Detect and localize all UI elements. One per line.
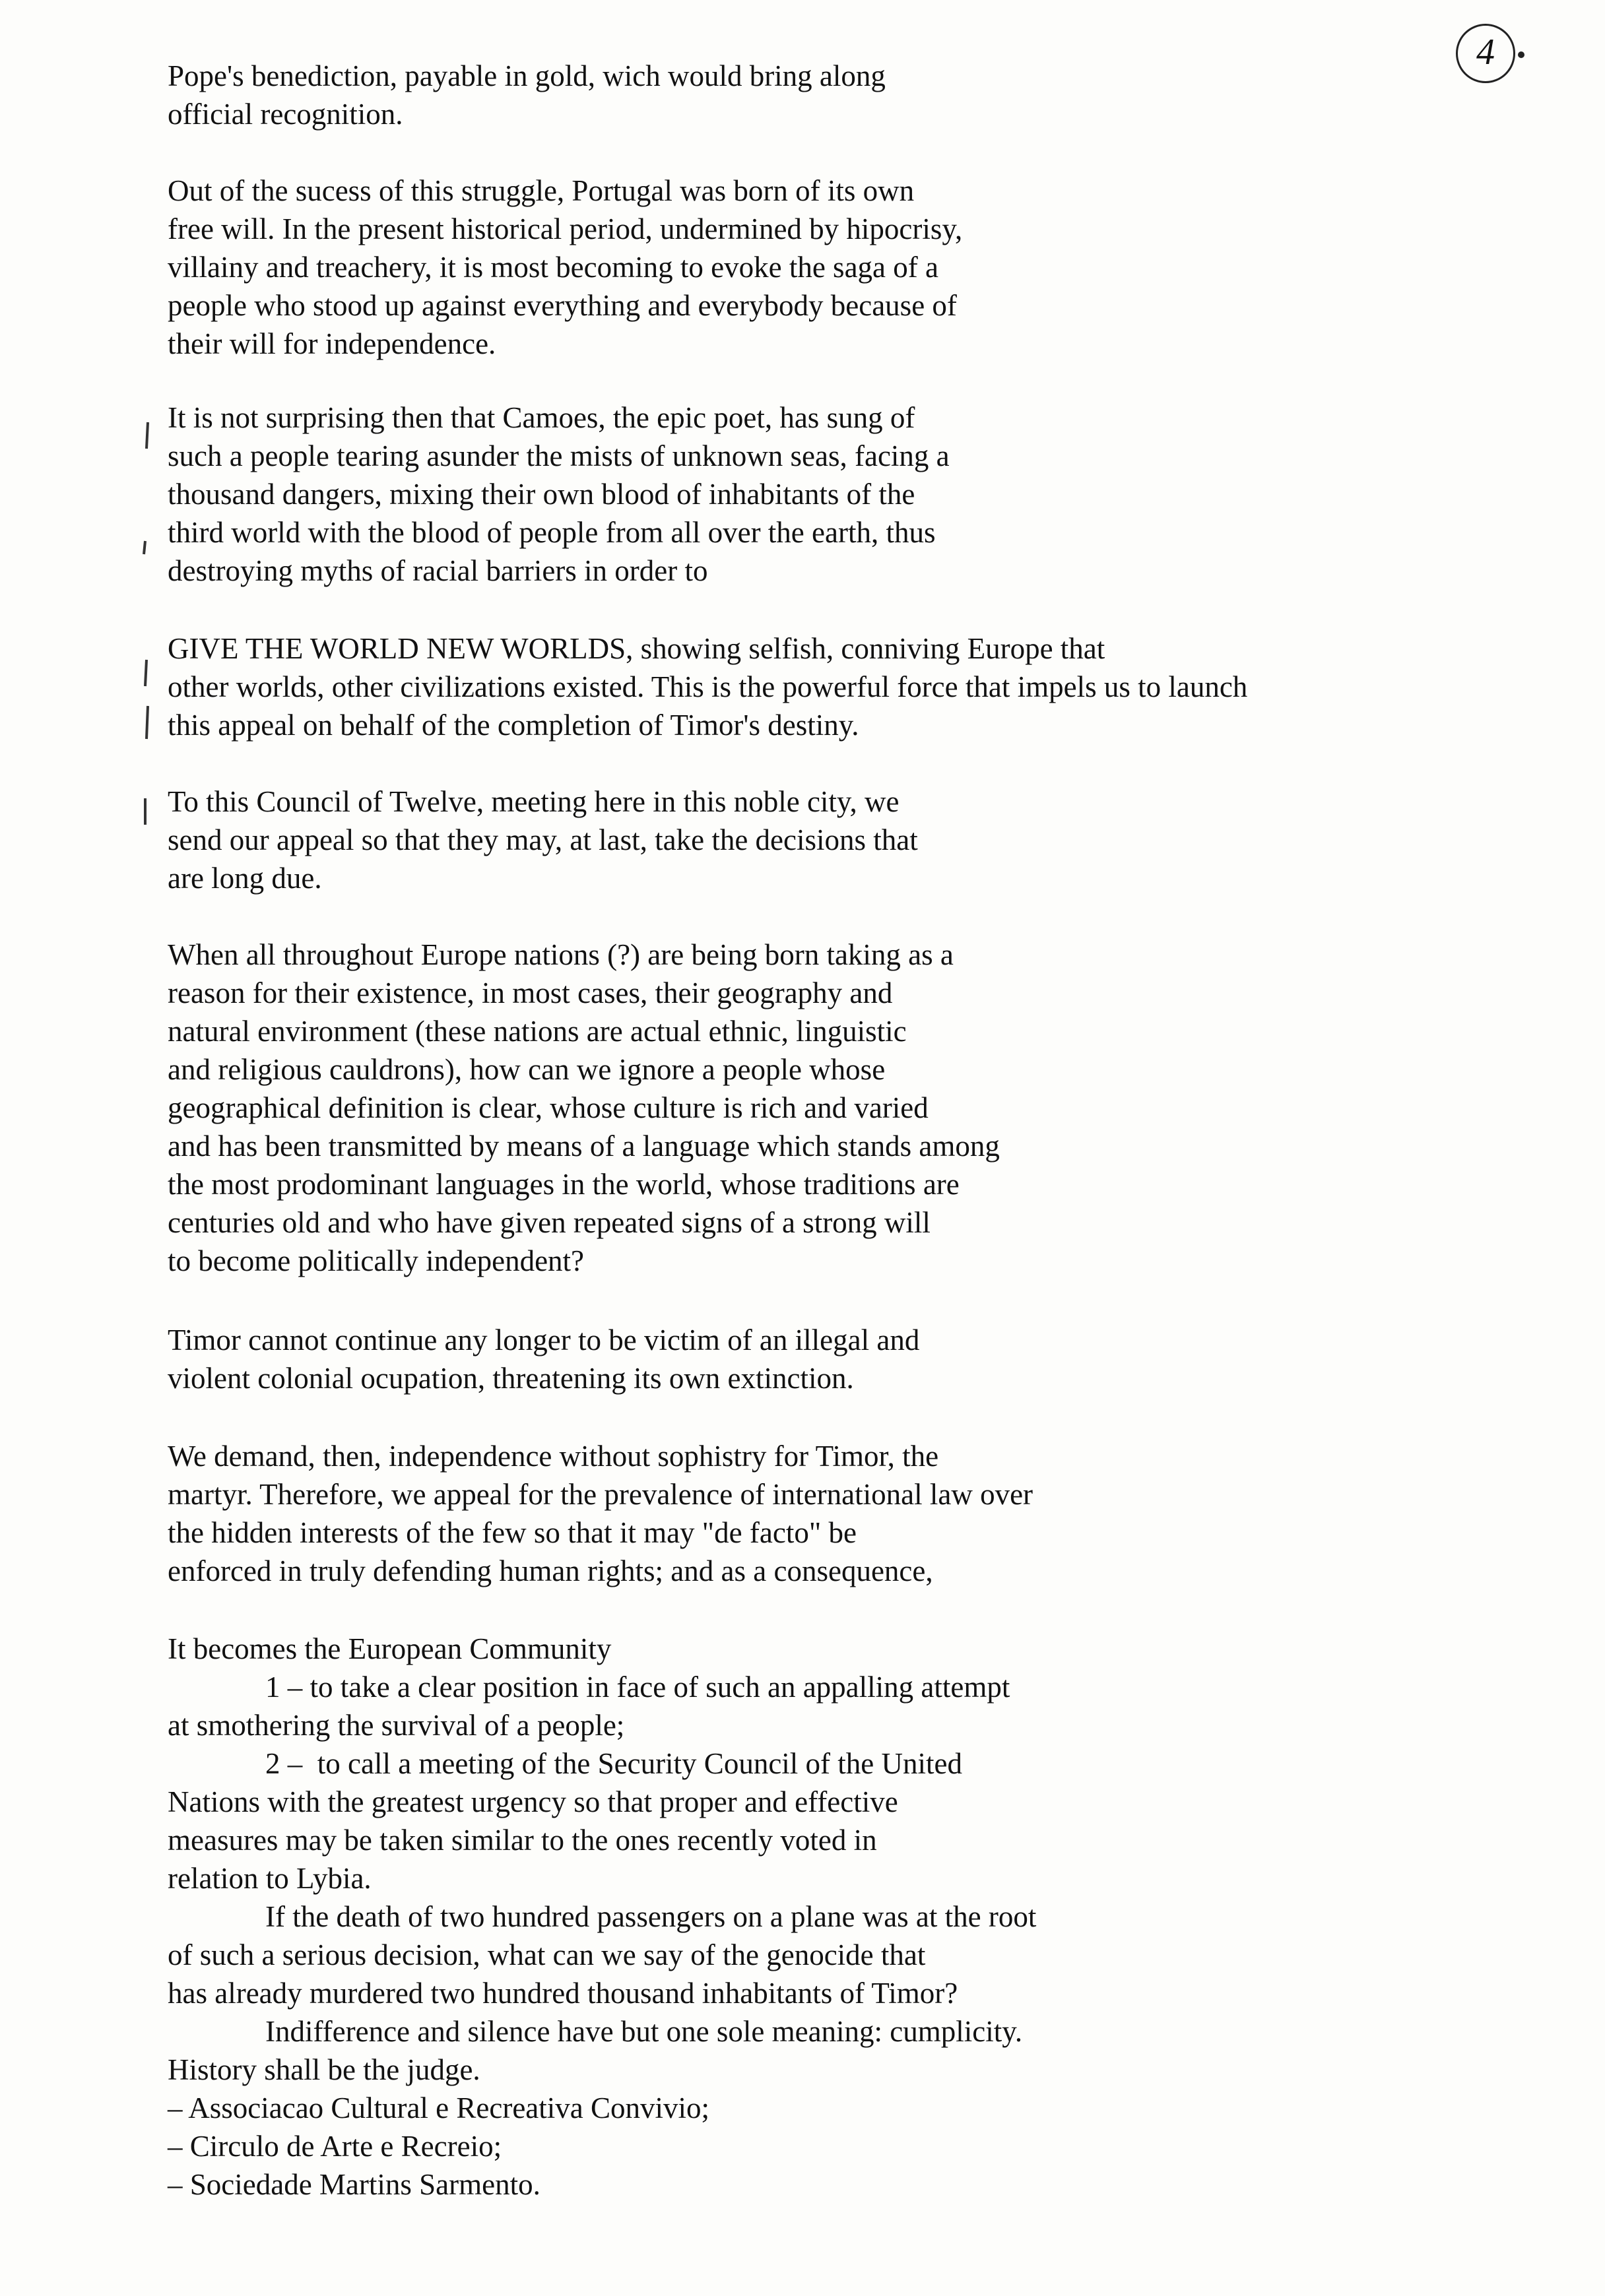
text-line: reason for their existence, in most cases, their geography and bbox=[168, 976, 893, 1009]
text-line: Out of the sucess of this struggle, Portugal was born of its own bbox=[168, 174, 915, 207]
text-line: To this Council of Twelve, meeting here in this noble city, we bbox=[168, 785, 900, 818]
text-line: are long due. bbox=[168, 862, 322, 895]
margin-binding-marks bbox=[129, 290, 156, 884]
text-line: geographical definition is clear, whose culture is rich and varied bbox=[168, 1091, 929, 1124]
text-line: enforced in truly defending human rights; and as a consequence, bbox=[168, 1554, 933, 1587]
text-line: and has been transmitted by means of a language which stands among bbox=[168, 1130, 1000, 1163]
paragraph bbox=[168, 1630, 1488, 1668]
text-line: 1 – to take a clear position in face of such an appalling attempt bbox=[265, 1671, 1010, 1704]
text-line: their will for independence. bbox=[168, 327, 496, 360]
text-line: the hidden interests of the few so that it may "de facto" be bbox=[168, 1516, 857, 1549]
text-line: centuries old and who have given repeated signs of a strong will bbox=[168, 1206, 931, 1239]
text-line: other worlds, other civilizations existed. This is the powerful force that impels us to launch bbox=[168, 670, 1248, 703]
paragraph bbox=[168, 1744, 1488, 1783]
paragraph bbox=[168, 1936, 1488, 2012]
text-line: has already murdered two hundred thousand inhabitants of Timor? bbox=[168, 1977, 958, 2010]
paragraph bbox=[168, 936, 1488, 1280]
text-line: thousand dangers, mixing their own blood of inhabitants of the bbox=[168, 478, 915, 511]
text-line: villainy and treachery, it is most becoming to evoke the saga of a bbox=[168, 251, 938, 284]
text-line: We demand, then, independence without sophistry for Timor, the bbox=[168, 1440, 939, 1473]
text-line: send our appeal so that they may, at last, take the decisions that bbox=[168, 823, 918, 856]
text-line: martyr. Therefore, we appeal for the prevalence of international law over bbox=[168, 1478, 1033, 1511]
text-line: and religious cauldrons), how can we ignore a people whose bbox=[168, 1053, 886, 1086]
paragraph bbox=[168, 399, 1488, 590]
text-line: – Sociedade Martins Sarmento. bbox=[168, 2168, 540, 2201]
text-line: History shall be the judge. bbox=[168, 2053, 480, 2086]
text-line: relation to Lybia. bbox=[168, 1862, 372, 1895]
text-line: the most prodominant languages in the world, whose traditions are bbox=[168, 1168, 960, 1201]
paragraph bbox=[168, 1321, 1488, 1397]
paragraph bbox=[168, 782, 1488, 897]
paragraph bbox=[168, 2012, 1488, 2051]
text-line: natural environment (these nations are actual ethnic, linguistic bbox=[168, 1015, 907, 1048]
text-line: destroying myths of racial barriers in order to bbox=[168, 554, 708, 587]
text-line: such a people tearing asunder the mists of unknown seas, facing a bbox=[168, 439, 950, 472]
text-line: Indifference and silence have but one sole meaning: cumplicity. bbox=[265, 2015, 1023, 2048]
page-number: 4 bbox=[1456, 24, 1515, 83]
text-line: 2 – to call a meeting of the Security Council of the United bbox=[265, 1747, 962, 1780]
text-line: violent colonial ocupation, threatening its own extinction. bbox=[168, 1362, 854, 1395]
text-line: of such a serious decision, what can we say of the genocide that bbox=[168, 1938, 926, 1971]
text-line: free will. In the present historical period, undermined by hipocrisy, bbox=[168, 212, 963, 245]
paragraph bbox=[168, 1706, 1488, 1744]
text-line: at smothering the survival of a people; bbox=[168, 1709, 625, 1742]
text-line: It becomes the European Community bbox=[168, 1632, 612, 1665]
text-line: If the death of two hundred passengers on a plane was at the root bbox=[265, 1900, 1037, 1933]
paragraph bbox=[168, 1668, 1488, 1706]
paragraph bbox=[168, 629, 1488, 744]
text-line: official recognition. bbox=[168, 98, 403, 131]
text-line: this appeal on behalf of the completion of Timor's destiny. bbox=[168, 709, 859, 742]
paragraph bbox=[168, 1437, 1488, 1590]
text-line: – Associacao Cultural e Recreativa Convivio; bbox=[168, 2091, 710, 2124]
paragraph bbox=[168, 57, 1488, 133]
paragraph bbox=[168, 172, 1488, 363]
page-number-dot bbox=[1518, 51, 1524, 58]
text-line: Pope's benediction, payable in gold, wich would bring along bbox=[168, 59, 886, 92]
paragraph bbox=[168, 1783, 1488, 1897]
text-line: measures may be taken similar to the ones recently voted in bbox=[168, 1824, 877, 1857]
text-line: GIVE THE WORLD NEW WORLDS, showing selfish, conniving Europe that bbox=[168, 632, 1105, 665]
text-line: people who stood up against everything and everybody because of bbox=[168, 289, 957, 322]
text-line: It is not surprising then that Camoes, the epic poet, has sung of bbox=[168, 401, 915, 434]
text-line: to become politically independent? bbox=[168, 1244, 585, 1277]
paragraph bbox=[168, 1897, 1488, 1936]
text-line: Timor cannot continue any longer to be victim of an illegal and bbox=[168, 1323, 920, 1356]
text-line: When all throughout Europe nations (?) are being born taking as a bbox=[168, 938, 954, 971]
paragraph bbox=[168, 2051, 1488, 2204]
text-line: third world with the blood of people from all over the earth, thus bbox=[168, 516, 936, 549]
text-line: – Circulo de Arte e Recreio; bbox=[168, 2130, 502, 2163]
text-line: Nations with the greatest urgency so that proper and effective bbox=[168, 1785, 898, 1818]
